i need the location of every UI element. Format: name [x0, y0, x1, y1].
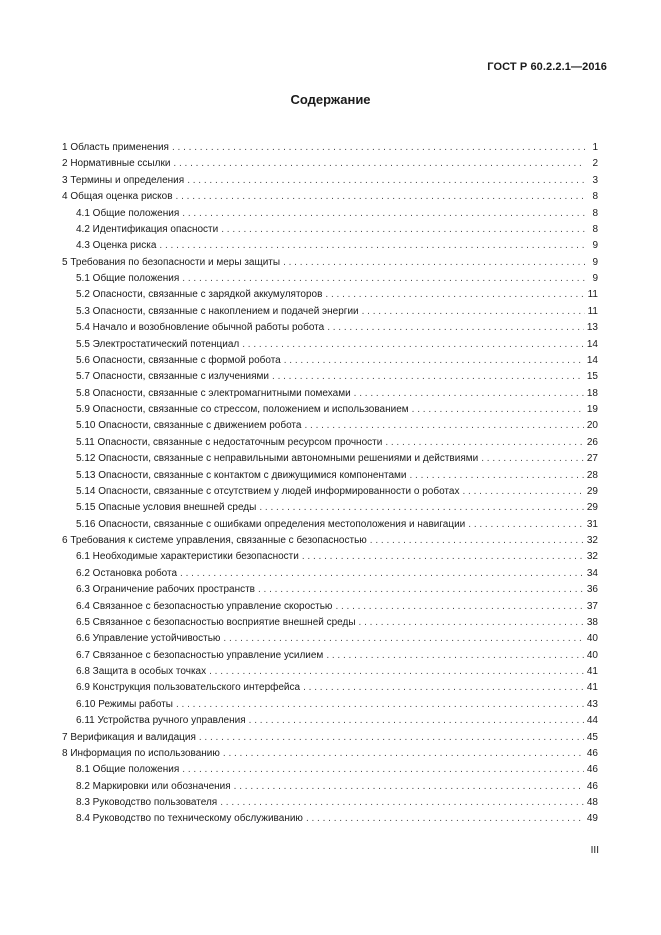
toc-leader-dots	[176, 189, 585, 205]
toc-entry[interactable]	[62, 304, 598, 320]
toc-entry[interactable]	[62, 730, 598, 746]
toc-entry-page: 14	[586, 354, 598, 366]
toc-leader-dots	[272, 369, 584, 385]
toc-entry[interactable]	[62, 369, 598, 385]
toc-leader-dots	[354, 386, 584, 402]
toc-entry-page: 41	[586, 682, 598, 694]
toc-entry-page: 32	[586, 535, 598, 546]
toc-entry-page: 2	[592, 158, 598, 170]
toc-entry-page: 8	[592, 223, 598, 235]
toc-entry[interactable]	[62, 631, 598, 647]
toc-entry-title: 6.3 Ограничение рабочих пространств	[76, 584, 255, 596]
toc-entry-page: 9	[592, 256, 598, 268]
toc-entry-title: 5.15 Опасные условия внешней среды	[76, 502, 257, 514]
toc-entry-title: 7 Верификация и валидация	[62, 731, 196, 743]
toc-entry-page: 46	[586, 747, 598, 759]
toc-leader-dots	[409, 468, 583, 484]
toc-entry[interactable]	[62, 648, 598, 664]
toc-entry[interactable]	[62, 680, 598, 696]
toc-entry-page: 41	[586, 666, 598, 677]
toc-entry[interactable]	[62, 697, 598, 713]
toc-leader-dots	[258, 582, 584, 598]
toc-entry-page: 20	[586, 420, 598, 432]
toc-entry[interactable]	[62, 566, 598, 582]
toc-leader-dots	[209, 664, 584, 680]
toc-entry[interactable]	[62, 713, 598, 729]
toc-entry[interactable]	[62, 517, 598, 533]
toc-entry-page: 34	[586, 567, 598, 579]
toc-leader-dots	[325, 287, 584, 303]
toc-entry[interactable]	[62, 206, 598, 222]
toc-entry-title: 5.13 Опасности, связанные с контактом с движущимися компонентами	[76, 469, 407, 481]
toc-entry[interactable]	[62, 435, 598, 451]
toc-entry-page: 9	[592, 240, 598, 252]
toc-entry-page: 11	[587, 305, 598, 317]
toc-entry-title: 6.4 Связанное с безопасностью управление скоростью	[76, 600, 333, 612]
toc-entry-title: 3 Термины и определения	[62, 174, 185, 186]
toc-entry-page: 13	[586, 322, 598, 334]
toc-entry[interactable]	[62, 779, 598, 795]
toc-entry-page: 29	[586, 485, 598, 497]
toc-entry-title: 5.10 Опасности, связанные с движением робота	[76, 420, 302, 432]
toc-entry-page: 29	[586, 502, 598, 514]
toc-leader-dots	[327, 320, 584, 336]
toc-entry-title: 5.3 Опасности, связанные с накоплением и подачей энергии	[76, 305, 359, 317]
toc-entry-page: 45	[586, 731, 598, 743]
toc-leader-dots	[223, 746, 584, 762]
page-title: Содержание	[290, 92, 371, 107]
toc-entry[interactable]	[62, 337, 598, 353]
toc-leader-dots	[176, 697, 584, 713]
toc-entry-title: 6.7 Связанное с безопасностью управление усилием	[76, 649, 324, 661]
toc-entry-page: 40	[586, 633, 598, 645]
toc-entry-title: 8.3 Руководство пользователя	[76, 797, 218, 808]
toc-entry-page: 11	[587, 289, 598, 301]
toc-entry-page: 18	[586, 387, 598, 399]
toc-leader-dots	[249, 713, 584, 729]
toc-leader-dots	[234, 779, 584, 795]
toc-entry-page: 48	[586, 797, 598, 808]
toc-leader-dots	[283, 255, 585, 271]
toc-entry-page: 44	[586, 715, 598, 727]
toc-entry-title: 6.11 Устройства ручного управления	[76, 715, 246, 727]
toc-entry-page: 36	[586, 584, 598, 596]
toc-entry-page: 31	[586, 518, 598, 530]
toc-entry-title: 4.3 Оценка риска	[76, 240, 157, 252]
toc-entry-page: 38	[586, 616, 598, 628]
toc-entry-title: 5.6 Опасности, связанные с формой робота	[76, 354, 281, 366]
toc-leader-dots	[306, 811, 584, 827]
toc-entry-page: 32	[586, 551, 598, 563]
toc-entry[interactable]	[62, 500, 598, 516]
toc-leader-dots	[481, 451, 584, 467]
toc-entry-title: 2 Нормативные ссылки	[62, 158, 171, 170]
toc-entry[interactable]	[62, 386, 598, 402]
toc-entry-title: 5.1 Общие положения	[76, 273, 180, 284]
toc-entry[interactable]	[62, 549, 598, 565]
toc-entry-page: 46	[586, 764, 598, 776]
toc-entry-page: 40	[586, 649, 598, 661]
toc-entry-title: 5.4 Начало и возобновление обычной работы робота	[76, 322, 325, 334]
toc-entry[interactable]	[62, 287, 598, 303]
toc-entry[interactable]	[62, 353, 598, 369]
toc-entry-page: 9	[592, 273, 598, 284]
toc-entry-title: 6.2 Остановка робота	[76, 567, 178, 579]
page-number: III	[590, 845, 599, 856]
toc-leader-dots	[335, 599, 583, 615]
toc-entry-title: 6.10 Режимы работы	[76, 698, 173, 710]
toc-leader-dots	[362, 304, 585, 320]
toc-leader-dots	[303, 680, 584, 696]
toc-entry[interactable]	[62, 320, 598, 336]
toc-leader-dots	[187, 173, 585, 189]
toc-leader-dots	[182, 271, 585, 287]
toc-leader-dots	[326, 648, 584, 664]
toc-entry[interactable]	[62, 189, 598, 205]
toc-entry[interactable]	[62, 762, 598, 778]
toc-entry-page: 43	[586, 698, 598, 710]
toc-leader-dots	[468, 517, 584, 533]
toc-leader-dots	[172, 140, 585, 156]
toc-entry-title: 5.2 Опасности, связанные с зарядкой аккумуляторов	[76, 289, 323, 301]
toc-entry[interactable]	[62, 533, 598, 549]
toc-leader-dots	[199, 730, 584, 746]
toc-entry-title: 5.7 Опасности, связанные с излучениями	[76, 371, 270, 383]
toc-entry-page: 19	[586, 404, 598, 415]
toc-entry-title: 5.8 Опасности, связанные с электромагнитными помехами	[76, 387, 351, 399]
toc-entry-title: 6.6 Управление устойчивостью	[76, 633, 221, 645]
toc-entry-title: 4 Общая оценка рисков	[62, 191, 173, 203]
toc-leader-dots	[412, 402, 584, 418]
toc-entry[interactable]	[62, 402, 598, 418]
toc-entry-page: 28	[586, 469, 598, 481]
toc-entry[interactable]	[62, 468, 598, 484]
toc-entry-page: 14	[586, 338, 598, 350]
toc-entry-page: 1	[592, 142, 598, 153]
toc-entry[interactable]	[62, 795, 598, 811]
toc-entry[interactable]	[62, 271, 598, 287]
toc-leader-dots	[259, 500, 584, 516]
toc-entry-title: 8.4 Руководство по техническому обслуживанию	[76, 813, 303, 825]
toc-entry-title: 5 Требования по безопасности и меры защиты	[62, 256, 281, 268]
toc-leader-dots	[370, 533, 584, 549]
toc-entry[interactable]	[62, 746, 598, 762]
toc-entry-title: 6.5 Связанное с безопасностью восприятие внешней среды	[76, 616, 356, 628]
toc-entry-page: 37	[586, 600, 598, 612]
toc-entry[interactable]	[62, 811, 598, 827]
table-of-contents	[62, 140, 598, 828]
toc-entry[interactable]	[62, 238, 598, 254]
toc-entry-title: 5.5 Электростатический потенциал	[76, 338, 240, 350]
toc-leader-dots	[462, 484, 583, 500]
toc-entry[interactable]	[62, 140, 598, 156]
toc-entry[interactable]	[62, 599, 598, 615]
toc-entry[interactable]	[62, 173, 598, 189]
toc-entry-title: 6.1 Необходимые характеристики безопасности	[76, 551, 299, 563]
toc-leader-dots	[304, 418, 583, 434]
toc-leader-dots	[359, 615, 584, 631]
toc-entry-page: 8	[592, 207, 598, 219]
toc-entry[interactable]	[62, 255, 598, 271]
toc-entry-page: 8	[592, 191, 598, 203]
toc-entry[interactable]	[62, 451, 598, 467]
toc-entry-title: 5.14 Опасности, связанные с отсутствием у людей информированности о роботах	[76, 485, 460, 497]
toc-entry-title: 6.9 Конструкция пользовательского интерфейса	[76, 682, 301, 694]
toc-entry-title: 8.2 Маркировки или обозначения	[76, 780, 231, 792]
toc-leader-dots	[182, 762, 584, 778]
toc-leader-dots	[173, 156, 585, 172]
toc-leader-dots	[221, 222, 585, 238]
toc-leader-dots	[220, 795, 584, 811]
toc-entry-title: 5.9 Опасности, связанные со стрессом, положением и использованием	[76, 404, 409, 415]
toc-entry-page: 27	[586, 453, 598, 465]
toc-entry[interactable]	[62, 615, 598, 631]
toc-entry-page: 26	[586, 436, 598, 448]
toc-leader-dots	[182, 206, 585, 222]
toc-entry-title: 8.1 Общие положения	[76, 764, 180, 776]
toc-leader-dots	[180, 566, 584, 582]
toc-entry-title: 5.16 Опасности, связанные с ошибками определения местоположения и навигации	[76, 518, 466, 530]
toc-entry[interactable]	[62, 664, 598, 680]
toc-leader-dots	[385, 435, 584, 451]
toc-entry-page: 3	[592, 174, 598, 186]
toc-entry-title: 6 Требования к системе управления, связанные с безопасностью	[62, 535, 367, 546]
toc-entry-title: 4.2 Идентификация опасности	[76, 223, 219, 235]
toc-entry[interactable]	[62, 582, 598, 598]
toc-leader-dots	[242, 337, 584, 353]
toc-entry[interactable]	[62, 484, 598, 500]
toc-leader-dots	[284, 353, 584, 369]
toc-leader-dots	[302, 549, 584, 565]
toc-entry-title: 5.11 Опасности, связанные с недостаточным ресурсом прочности	[76, 436, 383, 448]
toc-entry[interactable]	[62, 222, 598, 238]
toc-entry-page: 15	[586, 371, 598, 383]
toc-entry[interactable]	[62, 418, 598, 434]
toc-leader-dots	[223, 631, 583, 647]
toc-entry-page: 49	[586, 813, 598, 825]
toc-entry-title: 6.8 Защита в особых точках	[76, 666, 207, 677]
document-id: ГОСТ Р 60.2.2.1—2016	[487, 61, 607, 73]
toc-entry-title: 1 Область применения	[62, 142, 169, 153]
toc-leader-dots	[159, 238, 585, 254]
toc-entry-title: 5.12 Опасности, связанные с неправильными автономными решениями и действиями	[76, 453, 479, 465]
toc-entry-page: 46	[586, 780, 598, 792]
toc-entry-title: 4.1 Общие положения	[76, 207, 180, 219]
toc-entry-title: 8 Информация по использованию	[62, 747, 220, 759]
toc-entry[interactable]	[62, 156, 598, 172]
